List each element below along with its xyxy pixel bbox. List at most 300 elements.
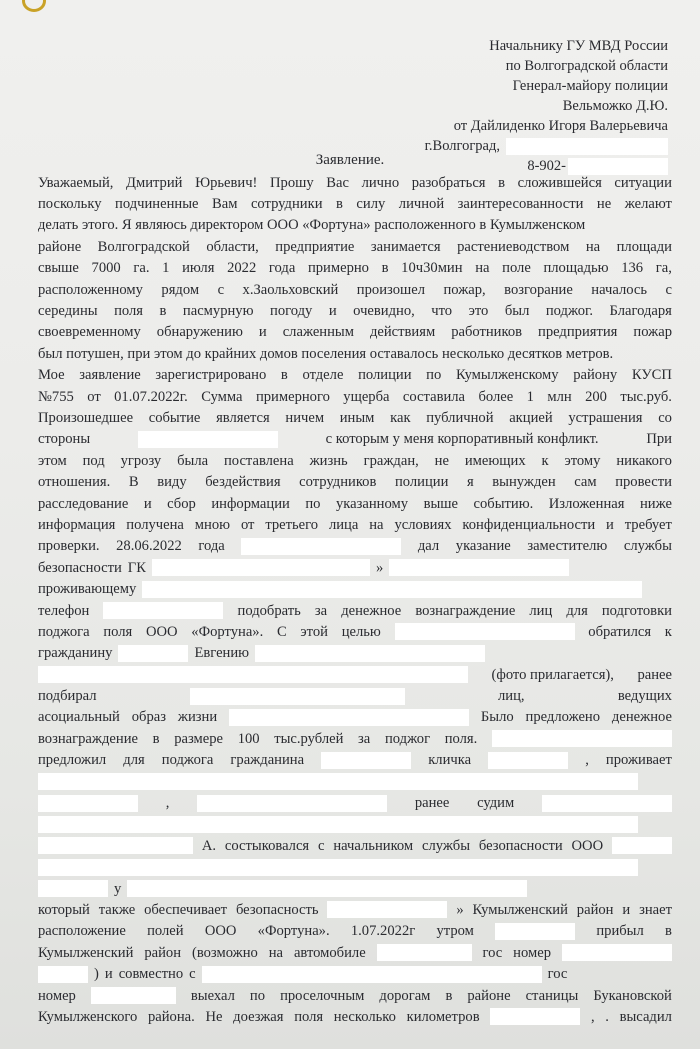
body-word: как	[390, 409, 411, 426]
body-word: Не	[205, 1008, 223, 1025]
body-word: поджог	[384, 730, 431, 747]
body-word: сбор	[167, 495, 196, 512]
body-line	[38, 942, 672, 963]
body-word: выше	[423, 495, 458, 512]
body-word: проживает	[605, 752, 672, 769]
body-word: своевременному	[38, 324, 141, 341]
body-line	[38, 365, 672, 386]
body-word: не	[596, 196, 612, 213]
body-word: автомобиле	[293, 944, 366, 961]
addressee-line: Генерал-майору полиции	[512, 78, 668, 94]
body-word: №755	[38, 388, 74, 405]
body-word: работников	[451, 324, 523, 341]
body-word: Сумма	[201, 388, 243, 405]
body-word: 28.06.2022	[116, 538, 182, 555]
body-word: станицы	[525, 987, 579, 1004]
body-word: подбирал	[38, 688, 97, 705]
body-word: под	[82, 452, 105, 469]
body-word: устрашения	[568, 409, 643, 426]
body-word: ущерба	[343, 388, 390, 405]
body-word: гос	[482, 944, 503, 961]
body-word: х.Заольховский	[242, 281, 339, 298]
body-word: номер	[513, 944, 552, 961]
redaction	[202, 966, 542, 983]
body-word: га,	[655, 260, 672, 277]
body-word: указание	[455, 538, 511, 555]
body-word: по	[305, 495, 321, 512]
body-word: С	[276, 623, 287, 640]
body-word: А.	[201, 837, 217, 854]
body-line	[38, 279, 672, 300]
body-word: в	[381, 260, 389, 277]
body-word: с	[189, 966, 196, 983]
body-word: составила	[402, 388, 466, 405]
body-word: обратился	[588, 623, 652, 640]
body-word: службы	[623, 538, 672, 555]
body-word: акцией	[509, 409, 553, 426]
body-word: 1	[526, 388, 534, 405]
body-word: от	[87, 388, 101, 405]
body-word: га.	[133, 260, 150, 277]
redaction	[142, 581, 642, 598]
body-word: Произошедшее	[38, 409, 134, 426]
body-word: расположение	[38, 923, 126, 940]
body-word: примерно	[307, 260, 369, 277]
body-word: ниже	[639, 495, 672, 512]
body-word: также	[98, 901, 136, 918]
body-word: расположенному	[38, 281, 143, 298]
body-word: событию.	[473, 495, 534, 512]
body-line	[38, 899, 672, 920]
body-word: Благодаря	[609, 303, 672, 320]
body-word: заместителю	[527, 538, 608, 555]
body-word: тыс.руб.	[620, 388, 672, 405]
body-word: Вам	[211, 196, 238, 213]
body-word: площадью	[543, 260, 609, 277]
body-word: Волгоградской	[97, 238, 190, 255]
redaction	[488, 752, 568, 769]
body-word: поставлена	[223, 452, 294, 469]
body-word: поле	[502, 260, 531, 277]
body-word: слаженным	[282, 324, 354, 341]
body-line	[38, 215, 672, 236]
body-word: виду	[157, 474, 187, 491]
body-line	[38, 750, 672, 771]
body-word: ,	[585, 752, 589, 769]
body-word: полей	[147, 923, 184, 940]
body-word: площади	[616, 238, 672, 255]
body-line	[38, 600, 672, 621]
body-line	[38, 643, 672, 664]
body-line	[38, 493, 672, 514]
body-word: 10ч30мин	[401, 260, 463, 277]
document-title: Заявление.	[315, 152, 385, 168]
body-word: более	[478, 388, 514, 405]
body-word: размере	[174, 730, 224, 747]
body-word: »	[456, 901, 464, 918]
body-word: ранее	[414, 795, 450, 812]
body-word: граждан,	[363, 452, 419, 469]
body-word: заявление	[79, 367, 141, 384]
redaction	[197, 795, 387, 812]
body-word: денежное	[341, 602, 402, 619]
body-word: ничем	[285, 409, 325, 426]
body-line	[38, 707, 672, 728]
body-word: километров	[406, 1008, 480, 1025]
redaction	[138, 431, 278, 448]
redaction	[103, 602, 223, 619]
body-word: образ	[131, 709, 166, 726]
body-word: Вас	[326, 174, 349, 191]
body-word: высадил	[619, 1008, 672, 1025]
body-word: жизни	[177, 709, 218, 726]
redaction	[562, 944, 672, 961]
body-word: началось	[591, 281, 648, 298]
body-word: утром	[436, 923, 474, 940]
body-word: службы	[422, 837, 471, 854]
body-word: расследование	[38, 495, 129, 512]
body-word: поскольку	[38, 196, 102, 213]
body-word: со	[658, 409, 672, 426]
addressee-line: Вельможко Д.Ю.	[562, 98, 668, 114]
body-word: дал	[417, 538, 440, 555]
body-word: за	[358, 730, 371, 747]
body-word: ситуации	[614, 174, 672, 191]
body-word: тыс.рублей	[274, 730, 344, 747]
body-word: Было	[480, 709, 514, 726]
body-word: безопасности	[38, 559, 122, 576]
body-word: за	[314, 602, 328, 619]
body-word: поджога	[161, 752, 214, 769]
body-word: ведущих	[617, 688, 672, 705]
body-word: предприятие	[275, 238, 355, 255]
document-body	[38, 172, 672, 1028]
body-word: я	[466, 474, 474, 491]
body-word: 136	[621, 260, 644, 277]
body-word: несколько	[333, 1008, 396, 1025]
body-line	[38, 578, 672, 599]
body-word: очевидно,	[353, 303, 415, 320]
body-word: ООО	[204, 923, 237, 940]
body-line	[38, 450, 672, 471]
body-word: проверки.	[38, 538, 100, 555]
redaction	[38, 773, 638, 790]
body-word: пожар,	[443, 281, 486, 298]
body-word: 1.07.2022г	[350, 923, 416, 940]
body-word: )	[94, 966, 99, 983]
body-word: вынужден	[492, 474, 556, 491]
body-word: погоду	[270, 303, 313, 320]
body-word: не	[434, 452, 449, 469]
body-word: года	[268, 260, 296, 277]
body-word: 7000	[91, 260, 121, 277]
redaction	[38, 966, 88, 983]
body-word: поджог.	[545, 303, 593, 320]
body-word: к	[541, 452, 549, 469]
body-word: вознаграждение	[415, 602, 516, 619]
body-line	[38, 300, 672, 321]
redaction	[542, 795, 672, 812]
body-word: поля	[114, 303, 143, 320]
body-word: разобраться	[411, 174, 486, 191]
body-word: ранее	[637, 666, 672, 683]
body-line	[38, 514, 672, 535]
body-word: ООО	[145, 623, 178, 640]
redaction	[612, 837, 672, 854]
body-word: произошел	[356, 281, 425, 298]
body-word: гражданина	[230, 752, 305, 769]
body-word: третьего	[265, 516, 319, 533]
body-word: примерного	[255, 388, 330, 405]
body-word: предприятия	[538, 324, 618, 341]
body-line	[38, 172, 672, 193]
redaction	[190, 688, 405, 705]
body-word: пожар	[633, 324, 672, 341]
sender-city: г.Волгоград,	[425, 136, 668, 156]
body-word: знает	[639, 901, 672, 918]
body-word: сложившейся	[517, 174, 602, 191]
body-word: желают	[624, 196, 672, 213]
body-line	[38, 963, 672, 984]
body-word: сотрудники	[250, 196, 323, 213]
body-word: требует	[624, 516, 672, 533]
body-word: этом	[38, 452, 67, 469]
body-word: в	[152, 730, 160, 747]
body-word: 01.07.2022г.	[114, 388, 188, 405]
body-line	[38, 407, 672, 428]
body-line	[38, 728, 672, 749]
body-word: в	[280, 367, 288, 384]
body-word: состыковался	[224, 837, 310, 854]
body-word: подготовки	[601, 602, 672, 619]
sender-phone: 8-902-	[425, 156, 668, 176]
body-word: .	[605, 1008, 609, 1025]
redaction	[492, 730, 672, 747]
body-word: информация	[38, 516, 116, 533]
body-line	[38, 664, 672, 685]
body-word: (фото прилагается),	[491, 666, 614, 683]
body-word: лично	[361, 174, 400, 191]
body-word: «Фортуна».	[191, 623, 264, 640]
body-word: (возможно	[191, 944, 258, 961]
redaction	[321, 752, 411, 769]
body-word: личной	[398, 196, 445, 213]
body-word: отделе	[302, 367, 344, 384]
body-line	[38, 685, 672, 706]
body-word: провести	[615, 474, 672, 491]
body-word: и	[143, 495, 152, 512]
body-word: начальником	[333, 837, 414, 854]
body-word: июля	[182, 260, 215, 277]
paper-clip-icon	[22, 0, 46, 12]
body-word: выехал	[190, 987, 235, 1004]
body-line	[38, 471, 672, 492]
body-word: предложено	[525, 709, 601, 726]
body-word: к	[664, 623, 672, 640]
body-word: При	[646, 431, 672, 448]
body-word: иным	[339, 409, 375, 426]
body-word: на	[268, 944, 284, 961]
body-line	[38, 792, 672, 813]
body-word: прибыл	[596, 923, 644, 940]
body-word: был	[504, 303, 530, 320]
body-word: что	[431, 303, 453, 320]
body-word: в	[159, 303, 167, 320]
body-word: »	[375, 559, 384, 576]
body-word: районе	[467, 987, 511, 1004]
body-word: безопасности	[478, 837, 563, 854]
body-word: середины	[38, 303, 98, 320]
body-word: сам	[574, 474, 597, 491]
body-word: В	[128, 474, 139, 491]
body-word: поля	[294, 1008, 324, 1025]
body-word: предложил	[38, 752, 107, 769]
body-word: для	[566, 602, 588, 619]
body-line	[38, 322, 672, 343]
redaction	[377, 944, 472, 961]
body-word: рядом	[161, 281, 200, 298]
body-word: конфиденциальности	[462, 516, 596, 533]
body-word: в	[445, 987, 453, 1004]
body-word: ООО	[571, 837, 604, 854]
body-line	[38, 386, 672, 407]
body-word: подобрать	[237, 602, 301, 619]
body-word: ,	[590, 1008, 595, 1025]
body-word: публичной	[426, 409, 494, 426]
redaction	[38, 666, 468, 683]
body-word: сотрудников	[299, 474, 377, 491]
body-line	[38, 258, 672, 279]
body-word: стороны	[38, 431, 91, 448]
body-line	[38, 857, 672, 878]
body-word: судим	[477, 795, 515, 812]
redaction	[38, 880, 108, 897]
body-word: никакого	[616, 452, 672, 469]
body-word: проживающему	[38, 581, 137, 598]
body-word: Уважаемый,	[38, 174, 114, 191]
redaction	[495, 923, 575, 940]
body-word: района.	[147, 1008, 195, 1025]
body-word: растениеводством	[457, 238, 570, 255]
body-word: на	[585, 238, 601, 255]
redaction	[229, 709, 469, 726]
body-word: дорогам	[379, 987, 431, 1004]
body-word: лиц	[529, 602, 553, 619]
body-word: была	[177, 452, 209, 469]
body-word: «Фортуна».	[257, 923, 330, 940]
body-word: жизнь	[309, 452, 348, 469]
body-word: который	[38, 901, 90, 918]
redaction	[327, 901, 447, 918]
body-word: по	[426, 367, 442, 384]
body-word: на	[369, 516, 384, 533]
body-word: поджога	[38, 623, 90, 640]
body-word: район	[144, 944, 182, 961]
body-word: доезжая	[233, 1008, 284, 1025]
body-word: получена	[126, 516, 184, 533]
body-word: номер	[38, 987, 76, 1004]
body-word: и	[258, 324, 267, 341]
body-word: ,	[165, 795, 170, 812]
body-line	[38, 193, 672, 214]
body-word: пасмурную	[182, 303, 254, 320]
body-word: целью	[341, 623, 381, 640]
body-word: вознаграждение	[38, 730, 138, 747]
body-word: совместно	[118, 966, 184, 983]
body-word: этому	[564, 452, 601, 469]
body-word: силу	[356, 196, 386, 213]
body-word: в	[665, 923, 672, 940]
body-word: лиц,	[498, 688, 525, 705]
body-word: денежное	[611, 709, 672, 726]
body-word: Кумылженского	[38, 1008, 138, 1025]
body-line	[38, 835, 672, 856]
body-word: ГК	[127, 559, 146, 576]
body-word: телефон	[38, 602, 90, 619]
body-line	[38, 985, 672, 1006]
body-line	[38, 921, 672, 942]
addressee-line: по Волгоградской области	[505, 58, 668, 74]
body-word: является	[216, 409, 270, 426]
body-word: поля	[103, 623, 133, 640]
body-word: Кумылженский	[472, 901, 568, 918]
body-word: событие	[148, 409, 201, 426]
body-word: Кумылженский	[38, 944, 134, 961]
body-word: возгорание	[504, 281, 573, 298]
body-word: Кумылженскому	[455, 367, 559, 384]
redaction	[38, 859, 638, 876]
redaction	[38, 837, 193, 854]
body-word: полиции	[358, 367, 412, 384]
redaction	[395, 623, 575, 640]
body-word: Евгению	[194, 645, 250, 662]
body-word: Букановской	[593, 987, 672, 1004]
redaction	[241, 538, 401, 555]
body-word: свыше	[38, 260, 79, 277]
body-word: информации	[211, 495, 290, 512]
body-word: области,	[206, 238, 259, 255]
body-word: с	[318, 837, 325, 854]
body-word: 200	[585, 388, 607, 405]
addressee-line: Начальнику ГУ МВД России	[489, 38, 668, 54]
body-word: этой	[300, 623, 328, 640]
body-line	[38, 236, 672, 257]
body-word: район	[576, 901, 614, 918]
redaction	[255, 645, 485, 662]
body-word: был потушен, при этом до крайних домов поселения оставалось несколько десятков метров.	[38, 345, 614, 362]
body-word: в	[336, 196, 343, 213]
body-word: гос	[547, 966, 568, 983]
body-word: и	[104, 966, 113, 983]
body-word: бездействия	[205, 474, 281, 491]
body-word: Юрьевич!	[195, 174, 258, 191]
redaction	[127, 880, 527, 897]
body-word: с	[665, 281, 672, 298]
body-word: Прошу	[270, 174, 314, 191]
body-word: Дмитрий	[126, 174, 183, 191]
redaction	[38, 816, 638, 833]
body-line	[38, 621, 672, 642]
body-word: мною	[194, 516, 231, 533]
body-line	[38, 343, 672, 364]
body-word: Мое	[38, 367, 65, 384]
body-word: кличка	[428, 752, 472, 769]
body-word: полиции	[394, 474, 449, 491]
redaction	[91, 987, 176, 1004]
body-word: Изложенная	[548, 495, 625, 512]
redaction	[38, 795, 138, 812]
body-word: имеющих	[464, 452, 526, 469]
